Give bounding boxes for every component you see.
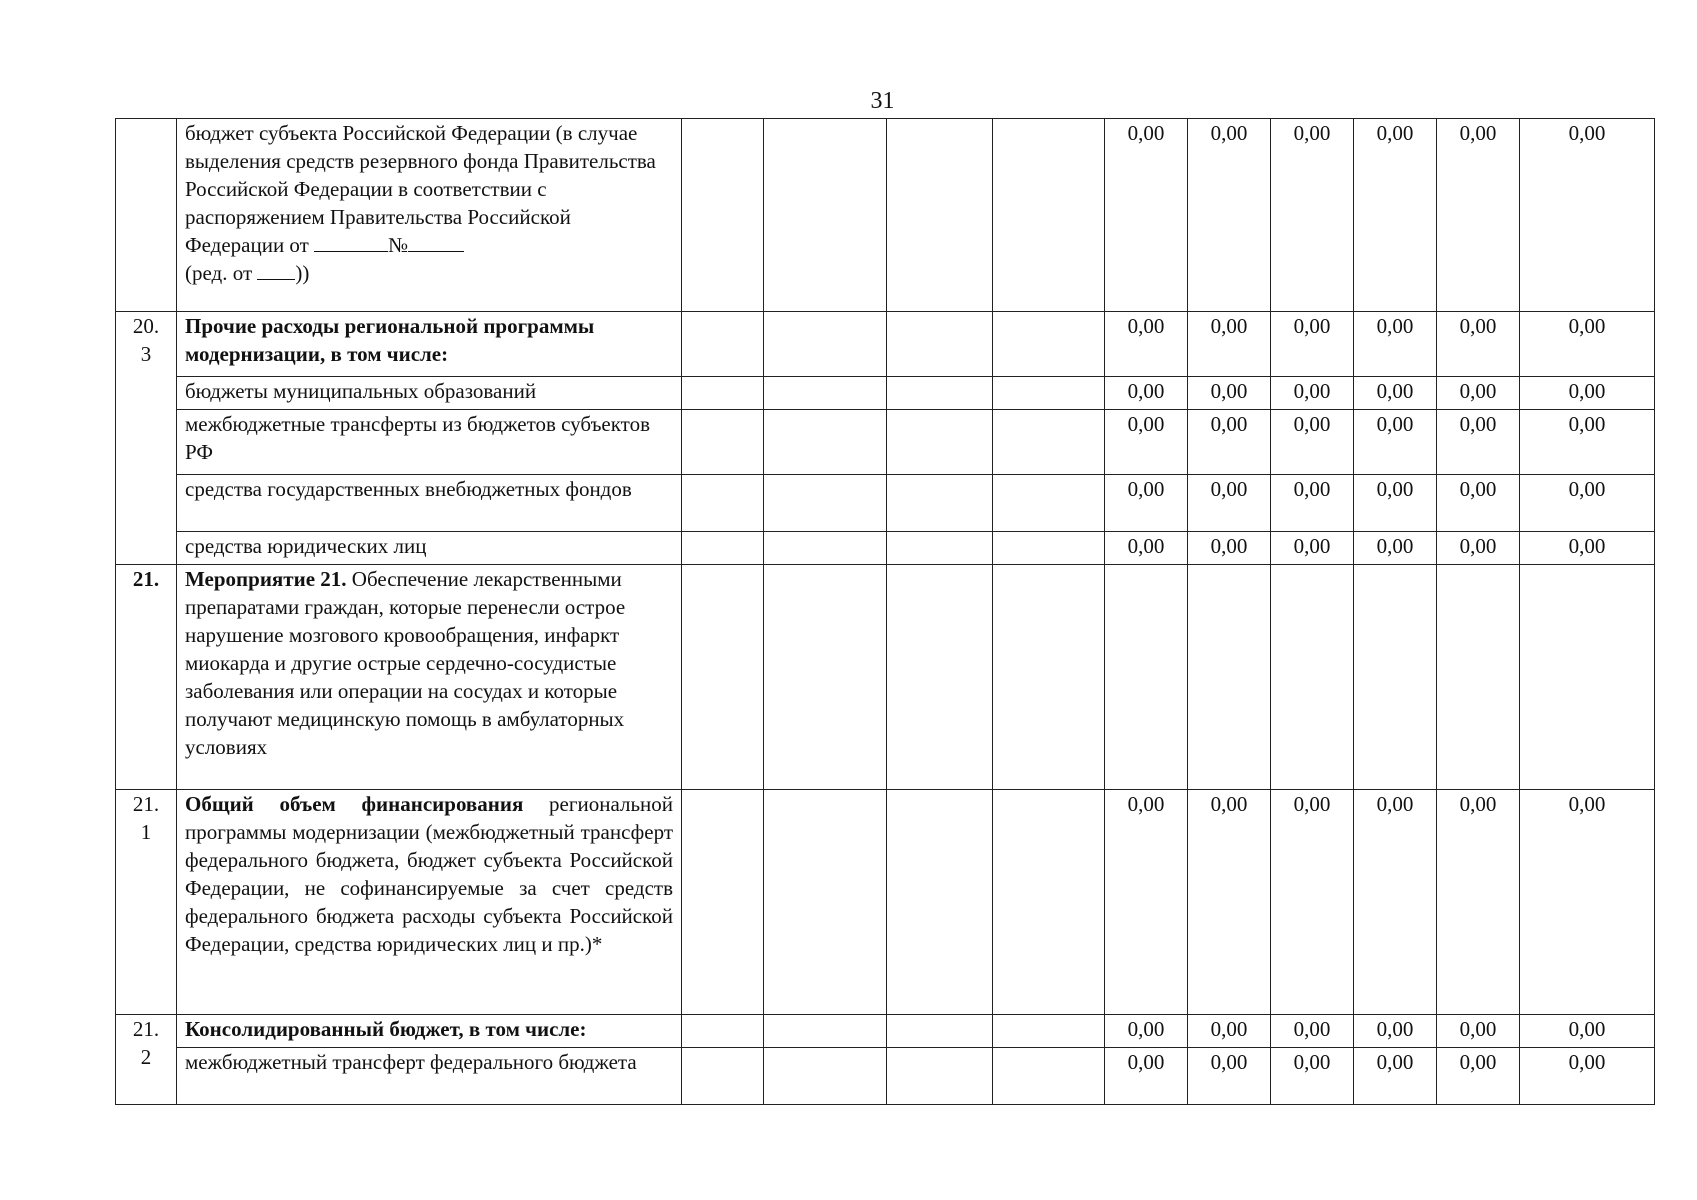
row-label: средства юридических лиц xyxy=(177,532,682,565)
value-cell: 0,00 xyxy=(1271,1048,1354,1105)
value-cell: 0,00 xyxy=(1354,377,1437,410)
value-cell: 0,00 xyxy=(1271,377,1354,410)
financing-table xyxy=(115,118,1655,1105)
table-row xyxy=(116,410,1655,475)
value-cell: 0,00 xyxy=(1437,532,1520,565)
value-cell: 0,00 xyxy=(1354,790,1437,1015)
row-number: 21. 2 xyxy=(116,1015,177,1105)
value-cell: 0,00 xyxy=(1188,475,1271,532)
value-cell: 0,00 xyxy=(1271,790,1354,1015)
value-cell: 0,00 xyxy=(1520,475,1655,532)
value-cell: 0,00 xyxy=(1354,475,1437,532)
value-cell: 0,00 xyxy=(1437,1048,1520,1105)
page-number: 31 xyxy=(870,88,895,114)
activity-title: Мероприятие 21. xyxy=(185,567,347,591)
value-cell: 0,00 xyxy=(1354,1048,1437,1105)
value-cell: 0,00 xyxy=(1188,1048,1271,1105)
value-cell: 0,00 xyxy=(1188,532,1271,565)
value-cell: 0,00 xyxy=(1188,312,1271,377)
value-cell: 0,00 xyxy=(1271,1015,1354,1048)
row-label: Консолидированный бюджет, в том числе: xyxy=(177,1015,682,1048)
value-cell: 0,00 xyxy=(1105,475,1188,532)
value-cell: 0,00 xyxy=(1520,410,1655,475)
row-number: 20. 3 xyxy=(116,312,177,565)
table-row xyxy=(116,790,1655,1015)
value-cell: 0,00 xyxy=(1105,1048,1188,1105)
table-row xyxy=(116,119,1655,312)
value-cell: 0,00 xyxy=(1271,410,1354,475)
row-number: 21. xyxy=(116,565,177,790)
value-cell: 0,00 xyxy=(1520,119,1655,312)
value-cell: 0,00 xyxy=(1354,119,1437,312)
row-label: средства государственных внебюджетных фондов xyxy=(177,475,682,532)
value-cell: 0,00 xyxy=(1271,119,1354,312)
value-cell: 0,00 xyxy=(1271,475,1354,532)
value-cell: 0,00 xyxy=(1520,1015,1655,1048)
row-label: бюджеты муниципальных образований xyxy=(177,377,682,410)
row-label: межбюджетные трансферты из бюджетов субъектов РФ xyxy=(177,410,682,475)
value-cell: 0,00 xyxy=(1354,1015,1437,1048)
row-label: межбюджетный трансферт федерального бюджета xyxy=(177,1048,682,1105)
value-cell: 0,00 xyxy=(1188,410,1271,475)
value-cell: 0,00 xyxy=(1105,790,1188,1015)
value-cell: 0,00 xyxy=(1520,312,1655,377)
value-cell: 0,00 xyxy=(1105,119,1188,312)
value-cell: 0,00 xyxy=(1188,377,1271,410)
table-row xyxy=(116,1015,1655,1048)
value-cell: 0,00 xyxy=(1437,377,1520,410)
value-cell: 0,00 xyxy=(1437,1015,1520,1048)
blank-date-line xyxy=(314,233,388,252)
value-cell: 0,00 xyxy=(1520,790,1655,1015)
value-cell: 0,00 xyxy=(1188,790,1271,1015)
value-cell: 0,00 xyxy=(1105,410,1188,475)
value-cell: 0,00 xyxy=(1188,1015,1271,1048)
table-row xyxy=(116,565,1655,790)
blank-number-line xyxy=(408,233,464,252)
value-cell: 0,00 xyxy=(1105,532,1188,565)
value-cell: 0,00 xyxy=(1354,532,1437,565)
row-number-cell xyxy=(116,119,177,312)
value-cell: 0,00 xyxy=(1520,1048,1655,1105)
row-label: Мероприятие 21. Обеспечение лекарственными препаратами граждан, которые перенесли острое нарушение мозгового кровообращения, инфаркт миокарда и другие острые сердечно-сосудистые заболевания или операции на сосудах и которые получают медицинскую помощь в амбулаторных условиях xyxy=(177,565,682,790)
table-row xyxy=(116,532,1655,565)
value-cell: 0,00 xyxy=(1437,475,1520,532)
value-cell: 0,00 xyxy=(1105,1015,1188,1048)
row-label: бюджет субъекта Российской Федерации (в случае выделения средств резервного фонда Правительства Российской Федерации в соответствии с распоряжением Правительства Российской Федерации от № (ред. от )) xyxy=(177,119,682,312)
row-label: Общий объем финансирования региональной программы модернизации (межбюджетный трансферт федерального бюджета, бюджет субъекта Российской Федерации, не софинансируемые за счет средств федерального бюджета расходы субъекта Российской Федерации, средства юридических лиц и пр.)* xyxy=(177,790,682,1015)
value-cell: 0,00 xyxy=(1520,377,1655,410)
value-cell: 0,00 xyxy=(1271,312,1354,377)
table-row xyxy=(116,475,1655,532)
value-cell: 0,00 xyxy=(1354,410,1437,475)
value-cell: 0,00 xyxy=(1105,312,1188,377)
value-cell: 0,00 xyxy=(1354,312,1437,377)
value-cell: 0,00 xyxy=(1188,119,1271,312)
table-row xyxy=(116,1048,1655,1105)
value-cell: 0,00 xyxy=(1105,377,1188,410)
value-cell: 0,00 xyxy=(1437,312,1520,377)
value-cell: 0,00 xyxy=(1520,532,1655,565)
value-cell: 0,00 xyxy=(1437,119,1520,312)
blank-edition-line xyxy=(257,261,295,280)
value-cell: 0,00 xyxy=(1437,410,1520,475)
value-cell: 0,00 xyxy=(1271,532,1354,565)
table-row xyxy=(116,312,1655,377)
table-row xyxy=(116,377,1655,410)
row-number: 21. 1 xyxy=(116,790,177,1015)
row-label: Прочие расходы региональной программы модернизации, в том числе: xyxy=(177,312,682,377)
value-cell: 0,00 xyxy=(1437,790,1520,1015)
